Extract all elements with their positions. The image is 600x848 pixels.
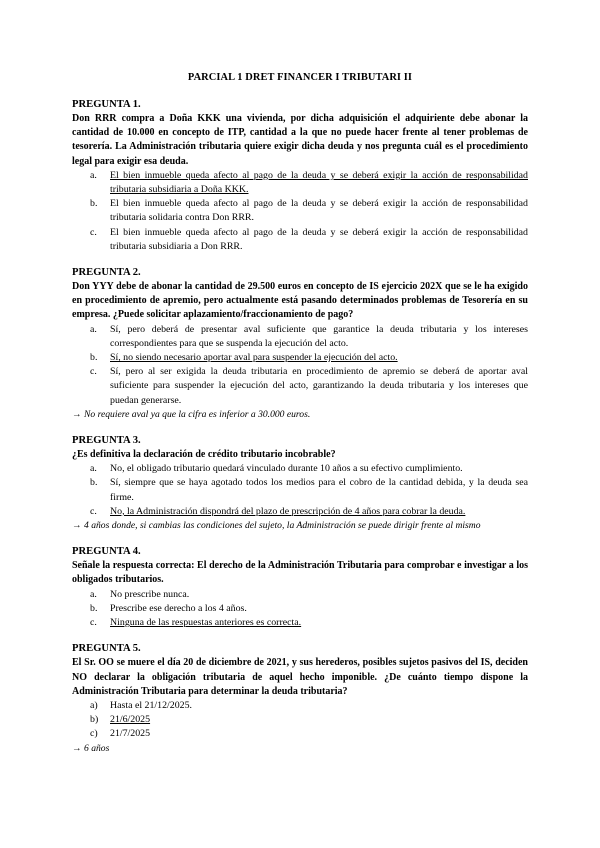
option-b bbox=[72, 351, 528, 365]
option-text: El bien inmueble queda afecto al pago de la deuda y se deberá exigir la acción de responsabilidad tributaria solidaria contra Don RRR. bbox=[110, 198, 528, 224]
option-marker: a. bbox=[90, 169, 97, 181]
option-b bbox=[72, 476, 528, 504]
option-marker: c. bbox=[90, 366, 97, 378]
option-text: Hasta el 21/12/2025. bbox=[110, 699, 193, 711]
option-marker: a. bbox=[90, 323, 97, 335]
question-text: Don RRR compra a Doña KKK una vivienda, por dicha adquisición el adquiriente debe abonar la cantidad de 10.000 en concepto de ITP, cantidad a la que no puede hacer frente al tener problemas de tesorería. La Administración tributaria quiere exigir dicha deuda y nos pregunta cuál es el procedimiento legal para exigir esa deuda. bbox=[72, 113, 528, 167]
option-text: Sí, pero al ser exigida la deuda tributaria en procedimiento de apremio se deberá de aportar aval suficiente para suspender la ejecución del acto, garantizando la deuda tributaria y los intereses que puedan generarse. bbox=[110, 366, 528, 406]
option-marker: b. bbox=[90, 477, 98, 489]
question-heading: PREGUNTA 5. bbox=[72, 643, 141, 655]
answer-note: → No requiere aval ya que la cifra es inferior a 30.000 euros. bbox=[72, 408, 311, 420]
option-text: No, el obligado tributario quedará vinculado durante 10 años a su efectivo cumplimiento. bbox=[110, 463, 463, 475]
document-title: PARCIAL 1 DRET FINANCER I TRIBUTARI II bbox=[187, 72, 413, 83]
option-marker: b. bbox=[90, 198, 98, 210]
option-text: Sí, no siendo necesario aportar aval para suspender la ejecución del acto. bbox=[110, 352, 398, 364]
option-text: No, la Administración dispondrá del plazo de prescripción de 4 años para cobrar la deuda. bbox=[110, 505, 466, 517]
option-marker: c. bbox=[90, 505, 97, 517]
option-marker: b. bbox=[90, 352, 98, 364]
option-text: Prescribe ese derecho a los 4 años. bbox=[110, 602, 247, 614]
question-5 bbox=[72, 642, 528, 755]
question-heading: PREGUNTA 2. bbox=[72, 267, 141, 279]
answer-note: → 4 años donde, si cambias las condiciones del sujeto, la Administración se puede dirigir frente al mismo bbox=[72, 520, 481, 532]
question-text: ¿Es definitiva la declaración de crédito tributario incobrable? bbox=[72, 449, 336, 461]
option-text: No prescribe nunca. bbox=[110, 588, 190, 600]
option-b bbox=[72, 602, 528, 616]
option-marker: c. bbox=[90, 617, 97, 629]
option-list bbox=[72, 462, 528, 519]
option-list bbox=[72, 588, 528, 631]
question-text: El Sr. OO se muere el día 20 de diciembre de 2021, y sus herederos, posibles sujetos pasivos del IS, deciden NO declarar la obligación tributaria de aquel hecho imponible. ¿De cuánto tiempo dispone la Administración Tributaria para determinar la deuda tributaria? bbox=[72, 657, 528, 697]
question-3 bbox=[72, 434, 528, 533]
option-marker: c. bbox=[90, 226, 97, 238]
option-c bbox=[72, 226, 528, 254]
option-a bbox=[72, 699, 528, 713]
option-marker: a. bbox=[90, 463, 97, 475]
question-heading: PREGUNTA 1. bbox=[72, 99, 141, 110]
question-text: Señale la respuesta correcta: El derecho de la Administración Tributaria para comprobar e investigar a los obligados tributarios. bbox=[72, 560, 528, 586]
option-marker: b) bbox=[90, 714, 99, 726]
option-list bbox=[72, 323, 528, 408]
option-marker: b. bbox=[90, 602, 98, 614]
option-marker: a. bbox=[90, 588, 97, 600]
question-2 bbox=[72, 266, 528, 422]
option-a bbox=[72, 588, 528, 602]
option-marker: c) bbox=[90, 728, 98, 740]
option-text: Sí, pero deberá de presentar aval suficiente que garantice la deuda tributaria y los intereses correspondientes para que se suspenda la ejecución del acto. bbox=[110, 323, 528, 349]
option-c bbox=[72, 727, 528, 741]
option-b bbox=[72, 713, 528, 727]
question-text: Don YYY debe de abonar la cantidad de 29.500 euros en concepto de IS ejercicio 202X que se le ha exigido en procedimiento de apremio, pero actualmente está pasando determinados problemas de Tesorería en su empresa. ¿Puede solicitar aplazamiento/fraccionamiento de pago? bbox=[72, 281, 528, 321]
option-text: El bien inmueble queda afecto al pago de la deuda y se deberá exigir la acción de responsabilidad tributaria subsidiaria a Don RRR. bbox=[110, 226, 528, 252]
question-1 bbox=[72, 98, 528, 254]
option-c bbox=[72, 616, 528, 630]
option-a bbox=[72, 323, 528, 351]
option-b bbox=[72, 197, 528, 225]
question-heading: PREGUNTA 3. bbox=[72, 435, 141, 447]
answer-note: → 6 años bbox=[72, 742, 110, 754]
option-list bbox=[72, 699, 528, 742]
option-text: Sí, siempre que se haya agotado todos los medios para el cobro de la cantidad debida, y la deuda sea firme. bbox=[110, 477, 528, 503]
option-text: 21/7/2025 bbox=[110, 728, 151, 740]
question-4 bbox=[72, 545, 528, 630]
option-c bbox=[72, 505, 528, 519]
option-c bbox=[72, 365, 528, 408]
option-text: Ninguna de las respuestas anteriores es correcta. bbox=[110, 617, 302, 629]
option-text: El bien inmueble queda afecto al pago de la deuda y se deberá exigir la acción de responsabilidad tributaria subsidiaria a Doña KKK. bbox=[110, 169, 528, 196]
option-a bbox=[72, 462, 528, 476]
option-a bbox=[72, 169, 528, 197]
option-list bbox=[72, 169, 528, 254]
document-page bbox=[72, 72, 528, 768]
option-marker: a) bbox=[90, 699, 98, 711]
option-text: 21/6/2025 bbox=[110, 714, 151, 726]
question-heading: PREGUNTA 4. bbox=[72, 546, 141, 558]
